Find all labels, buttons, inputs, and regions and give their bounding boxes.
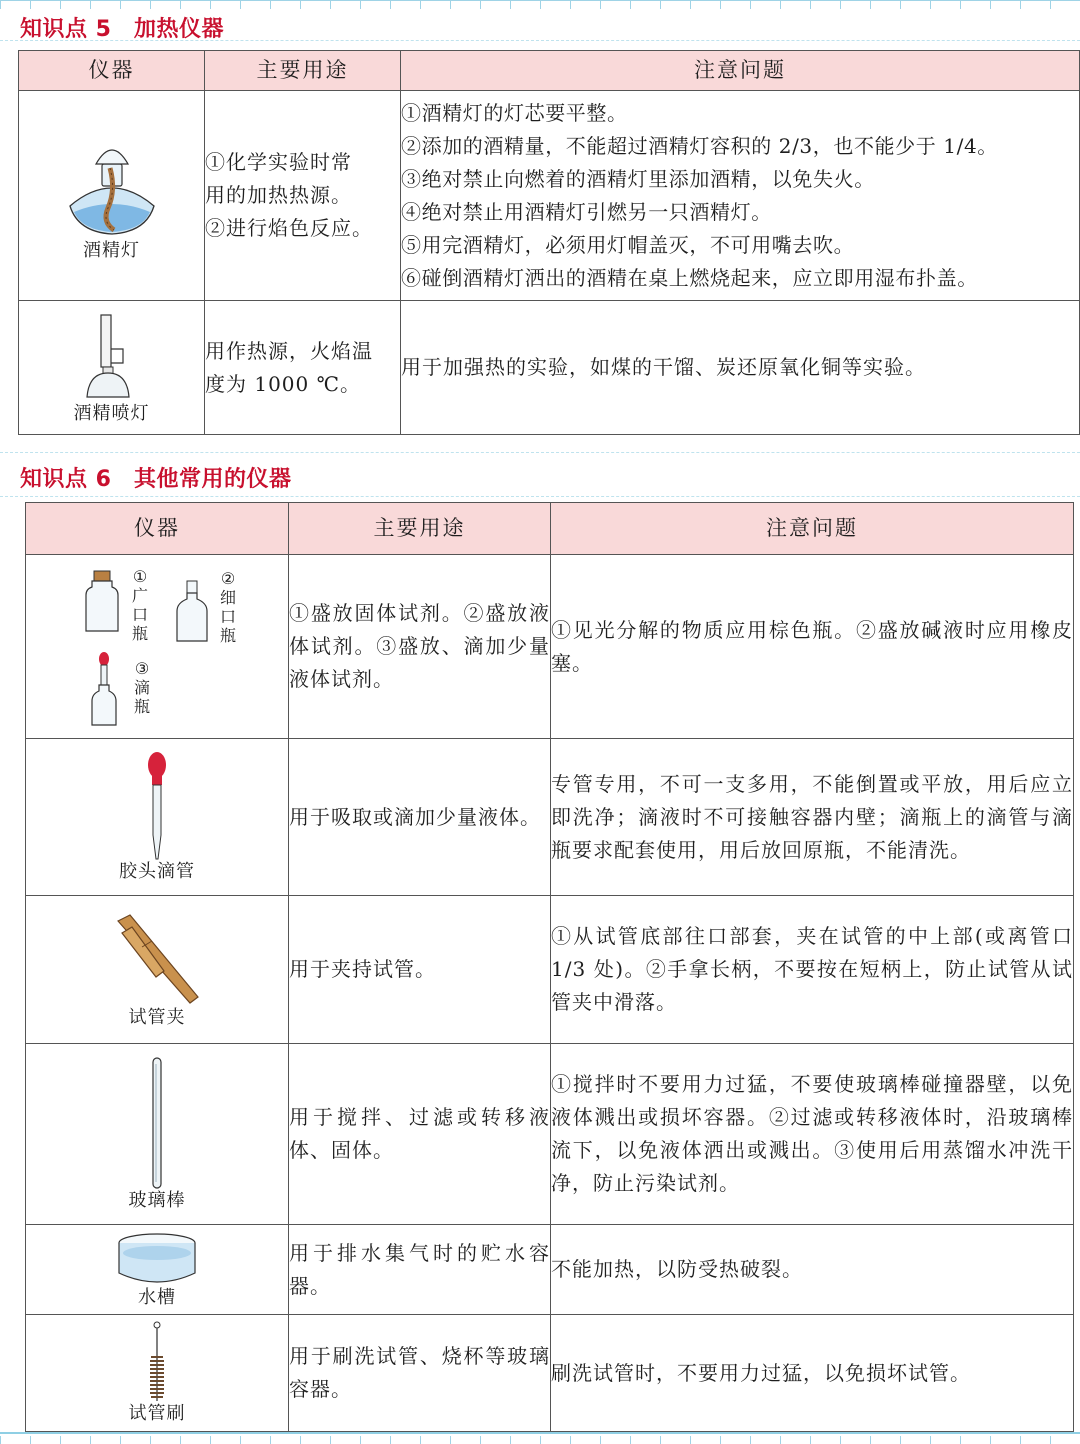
header-instrument: 仪器 (26, 503, 289, 555)
rubber-dropper-icon (142, 751, 172, 861)
test-tube-clamp-icon (112, 911, 202, 1007)
water-trough-icon (115, 1231, 199, 1287)
note-line: ④绝对禁止用酒精灯引燃另一只酒精灯。 (401, 199, 772, 224)
table-row (26, 1315, 1074, 1432)
table-row (19, 301, 1080, 435)
header-notes: 注意问题 (551, 503, 1074, 555)
heating-instruments-table (18, 50, 1080, 435)
instrument-cell (26, 896, 289, 1044)
notes-cell (401, 301, 1080, 435)
instrument-name: 酒精喷灯 (73, 402, 150, 424)
wide-mouth-bottle-icon (82, 569, 122, 635)
uses-line: 度为 1000 ℃。 (205, 371, 361, 396)
narrow-mouth-bottle-icon (174, 579, 210, 643)
header-notes: 注意问题 (401, 51, 1080, 91)
uses-cell: 用于吸取或滴加少量液体。 (289, 739, 551, 896)
header-instrument: 仪器 (19, 51, 205, 91)
instrument-cell (19, 91, 205, 301)
instrument-name: 胶头滴管 (119, 861, 195, 882)
other-instruments-table (25, 502, 1074, 1432)
bottom-rule (0, 1432, 1080, 1434)
table-header-row (19, 51, 1080, 91)
uses-cell (205, 301, 401, 435)
note-line: ①酒精灯的灯芯要平整。 (401, 100, 628, 125)
notes-cell: ①从试管底部往口部套，夹在试管的中上部(或离管口 1/3 处)。②手拿长柄，不要按在短柄上，防止试管从试管夹中滑落。 (551, 896, 1074, 1044)
uses-line: ①化学实验时常 (205, 150, 352, 174)
uses-line: 用的加热热源。 (205, 183, 352, 207)
instrument-name: 试管夹 (128, 1006, 186, 1028)
table-row (26, 896, 1074, 1044)
table-row (19, 91, 1080, 301)
table-row (26, 555, 1074, 739)
instrument-name: 试管刷 (128, 1403, 186, 1424)
divider (0, 496, 1080, 497)
table-row (26, 739, 1074, 896)
bottle-label: ② 细 口 瓶 (219, 569, 236, 645)
table-row (26, 1044, 1074, 1225)
note-line: 用于加强热的实验，如煤的干馏、炭还原氧化铜等实验。 (401, 355, 926, 379)
header-uses: 主要用途 (205, 51, 401, 91)
instrument-cell (26, 1315, 289, 1432)
top-grid-decoration (0, 0, 1080, 9)
uses-cell: 用于搅拌、过滤或转移液体、固体。 (289, 1044, 551, 1225)
note-line: ⑥碰倒酒精灯洒出的酒精在桌上燃烧起来，应立即用湿布扑盖。 (401, 265, 978, 290)
bottle-label: ① 广 口 瓶 (131, 567, 148, 643)
notes-cell: 刷洗试管时，不要用力过猛，以免损坏试管。 (551, 1315, 1074, 1432)
table-header-row (26, 503, 1074, 555)
section6-title: 知识点 6 其他常用的仪器 (20, 467, 292, 492)
instrument-name: 水槽 (138, 1286, 176, 1308)
alcohol-blowtorch-icon (77, 311, 147, 403)
notes-cell: 专管专用，不可一支多用，不能倒置或平放，用后应立即洗净；滴液时不可接触容器内壁；滴瓶上的滴管与滴瓶要求配套使用，用后放回原瓶，不能清洗。 (551, 739, 1074, 896)
alcohol-lamp-icon (62, 130, 162, 240)
bottle-label: ③ 滴 瓶 (133, 659, 150, 716)
instrument-cell (19, 301, 205, 435)
glass-rod-icon (147, 1056, 167, 1190)
divider (0, 452, 1080, 453)
test-tube-brush-icon (147, 1321, 167, 1403)
instrument-name: 酒精灯 (83, 239, 140, 261)
instrument-cell (26, 1225, 289, 1315)
uses-cell: 用于夹持试管。 (289, 896, 551, 1044)
uses-cell: 用于刷洗试管、烧杯等玻璃容器。 (289, 1315, 551, 1432)
section5-title: 知识点 5 加热仪器 (20, 17, 224, 42)
notes-cell (401, 91, 1080, 301)
notes-cell: 不能加热，以防受热破裂。 (551, 1225, 1074, 1315)
instrument-name: 玻璃棒 (128, 1190, 186, 1211)
instrument-cell (26, 739, 289, 896)
note-line: ②添加的酒精量，不能超过酒精灯容积的 2/3，也不能少于 1/4。 (401, 133, 998, 158)
table-row (26, 1225, 1074, 1315)
uses-cell: ①盛放固体试剂。②盛放液体试剂。③盛放、滴加少量液体试剂。 (289, 555, 551, 739)
bottom-grid-decoration (0, 1436, 1080, 1444)
header-uses: 主要用途 (289, 503, 551, 555)
instrument-cell (26, 555, 289, 739)
uses-cell: 用于排水集气时的贮水容器。 (289, 1225, 551, 1315)
dropper-bottle-icon (90, 651, 118, 727)
note-line: ⑤用完酒精灯，必须用灯帽盖灭，不可用嘴去吹。 (401, 232, 855, 257)
notes-cell: ①搅拌时不要用力过猛，不要使玻璃棒碰撞器壁，以免液体溅出或损坏容器。②过滤或转移液体时，沿玻璃棒流下，以免液体洒出或溅出。③使用后用蒸馏水冲洗干净，防止污染试剂。 (551, 1044, 1074, 1225)
uses-line: 用作热源，火焰温 (205, 338, 373, 363)
uses-cell (205, 91, 401, 301)
instrument-cell (26, 1044, 289, 1225)
note-line: ③绝对禁止向燃着的酒精灯里添加酒精，以免失火。 (401, 166, 875, 191)
uses-line: ②进行焰色反应。 (205, 216, 373, 240)
notes-cell: ①见光分解的物质应用棕色瓶。②盛放碱液时应用橡皮塞。 (551, 555, 1074, 739)
